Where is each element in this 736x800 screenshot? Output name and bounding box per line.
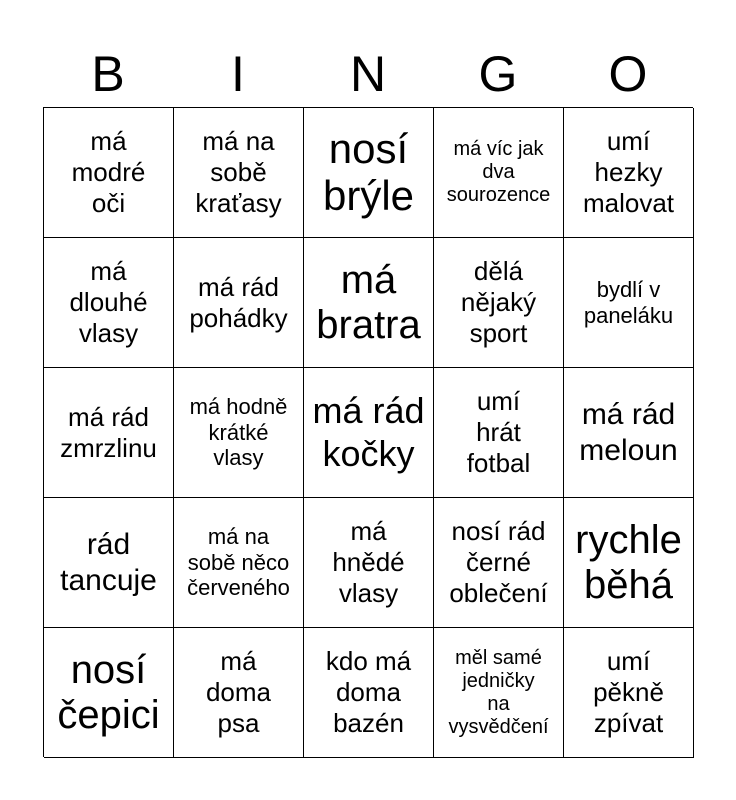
header-letter-g: G [478,46,518,102]
bingo-cell[interactable] [44,108,174,238]
cell-text: nosí brýle [322,125,415,219]
bingo-cell[interactable] [304,498,434,628]
bingo-cell[interactable] [174,368,304,498]
cell-text: má na sobě něco červeného [187,523,290,601]
bingo-cell[interactable] [44,498,174,628]
bingo-cell[interactable] [304,108,434,238]
bingo-cell[interactable] [304,368,434,498]
cell-text: má doma psa [205,646,272,738]
cell-text: má modré oči [71,126,146,218]
cell-text: má na sobě kraťasy [195,126,282,218]
bingo-cell[interactable] [564,498,694,628]
cell-text: má rád meloun [579,398,678,467]
bingo-cell[interactable] [434,628,564,758]
bingo-grid [43,107,693,757]
bingo-cell[interactable] [304,628,434,758]
cell-text: má bratra [316,257,421,347]
bingo-cell[interactable] [564,368,694,498]
bingo-cell[interactable] [564,108,694,238]
cell-text: má víc jak dva sourozence [446,138,551,206]
cell-text: má rád pohádky [189,271,288,333]
cell-text: kdo má doma bazén [325,646,412,738]
cell-text: umí pěkně zpívat [593,646,664,738]
bingo-cell[interactable] [44,368,174,498]
cell-text: má hodně krátké vlasy [189,393,288,471]
cell-text: rád tancuje [60,528,157,597]
cell-text: umí hrát fotbal [466,386,531,478]
bingo-cell[interactable] [174,498,304,628]
bingo-cell[interactable] [174,108,304,238]
bingo-cell[interactable] [434,498,564,628]
bingo-cell[interactable] [434,368,564,498]
cell-text: má rád zmrzlinu [60,401,157,463]
cell-text: má dlouhé vlasy [69,256,148,348]
bingo-cell[interactable] [564,238,694,368]
bingo-cell[interactable] [434,108,564,238]
header-letter-n: N [349,46,387,102]
bingo-cell[interactable] [434,238,564,368]
cell-text: dělá nějaký sport [460,256,537,348]
cell-text: má hnědé vlasy [332,516,405,608]
cell-text: měl samé jedničky na vysvědčení [448,646,549,738]
cell-text: nosí rád černé oblečení [449,516,548,608]
bingo-cell[interactable] [174,238,304,368]
bingo-cell[interactable] [44,238,174,368]
header-letter-b: B [91,46,125,102]
cell-text: umí hezky malovat [582,126,675,218]
cell-text: nosí čepici [57,647,160,737]
header-letter-o: O [608,46,648,102]
cell-text: rychle běhá [575,517,682,607]
bingo-cell[interactable] [44,628,174,758]
cell-text: bydlí v paneláku [583,276,674,328]
bingo-cell[interactable] [304,238,434,368]
bingo-header [43,40,693,108]
bingo-cell[interactable] [174,628,304,758]
header-letter-i: I [231,46,245,102]
bingo-cell[interactable] [564,628,694,758]
cell-text: má rád kočky [312,390,425,474]
